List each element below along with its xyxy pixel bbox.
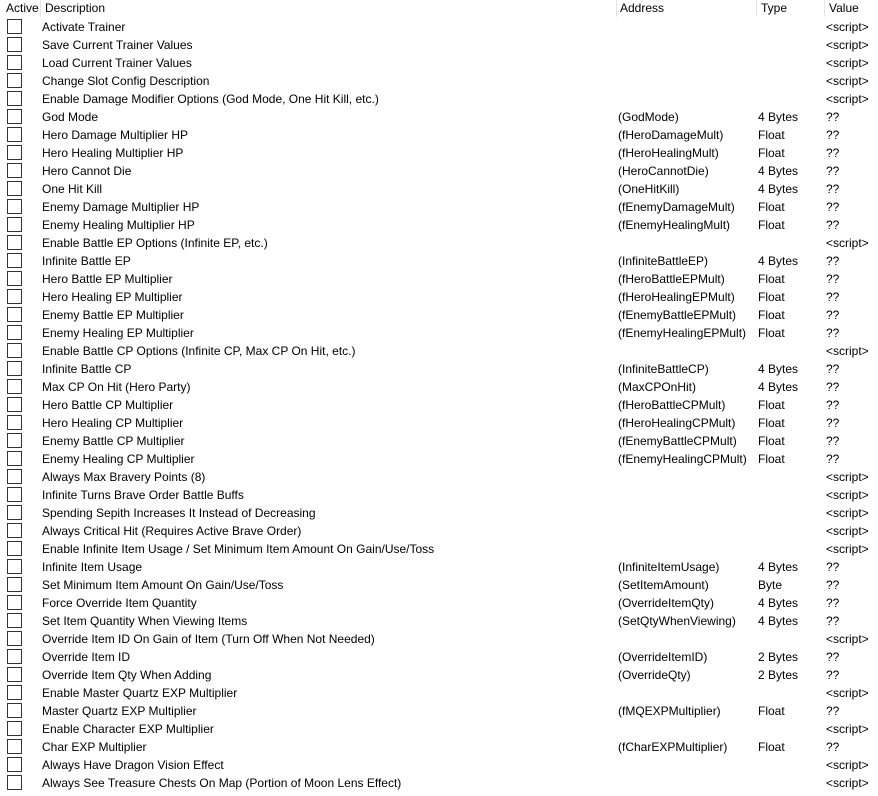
type-cell[interactable]: 4 Bytes [758, 560, 799, 574]
header-description[interactable]: Description [45, 1, 106, 15]
description-cell[interactable]: Infinite Item Usage [42, 560, 143, 574]
value-cell[interactable]: ?? [826, 362, 840, 376]
active-checkbox[interactable] [7, 469, 22, 484]
type-cell[interactable]: 4 Bytes [758, 380, 799, 394]
value-cell[interactable]: ?? [826, 254, 840, 268]
header-type[interactable]: Type [761, 1, 788, 15]
value-cell[interactable]: <script> [826, 776, 869, 790]
description-cell[interactable]: Enable Master Quartz EXP Multiplier [42, 686, 238, 700]
type-cell[interactable]: Float [758, 200, 785, 214]
table-row[interactable] [0, 126, 878, 144]
address-cell[interactable]: (MaxCPOnHit) [618, 380, 697, 394]
active-checkbox[interactable] [7, 541, 22, 556]
description-cell[interactable]: Override Item ID [42, 650, 131, 664]
type-cell[interactable] [758, 540, 824, 558]
table-row[interactable] [0, 612, 878, 630]
table-row[interactable] [0, 702, 878, 720]
description-cell[interactable]: Enemy Battle EP Multiplier [42, 308, 184, 322]
table-row[interactable] [0, 198, 878, 216]
active-checkbox[interactable] [7, 667, 22, 682]
table-row[interactable] [0, 72, 878, 90]
description-cell[interactable]: Infinite Battle EP [42, 254, 131, 268]
address-cell[interactable]: (fHeroHealingCPMult) [618, 416, 736, 430]
description-cell[interactable]: Hero Cannot Die [42, 164, 132, 178]
table-row[interactable] [0, 684, 878, 702]
active-checkbox[interactable] [7, 757, 22, 772]
value-cell[interactable]: ?? [826, 110, 840, 124]
header-address[interactable]: Address [620, 1, 665, 15]
active-checkbox[interactable] [7, 253, 22, 268]
active-checkbox[interactable] [7, 775, 22, 790]
active-checkbox[interactable] [7, 163, 22, 178]
active-checkbox[interactable] [7, 235, 22, 250]
table-row[interactable] [0, 774, 878, 792]
type-cell[interactable]: Float [758, 740, 785, 754]
type-cell[interactable] [758, 504, 824, 522]
active-checkbox[interactable] [7, 433, 22, 448]
address-cell[interactable] [618, 234, 756, 252]
type-cell[interactable]: Float [758, 290, 785, 304]
active-checkbox[interactable] [7, 145, 22, 160]
description-cell[interactable]: Always See Treasure Chests On Map (Portion of Moon Lens Effect) [42, 776, 402, 790]
value-cell[interactable]: <script> [826, 20, 869, 34]
address-cell[interactable] [618, 522, 756, 540]
address-cell[interactable]: (fCharEXPMultiplier) [618, 740, 728, 754]
active-checkbox[interactable] [7, 325, 22, 340]
active-checkbox[interactable] [7, 217, 22, 232]
value-cell[interactable]: ?? [826, 668, 840, 682]
description-cell[interactable]: Enable Damage Modifier Options (God Mode, One Hit Kill, etc.) [42, 92, 379, 106]
value-cell[interactable]: <script> [826, 470, 869, 484]
address-cell[interactable] [618, 36, 756, 54]
type-cell[interactable]: 4 Bytes [758, 164, 799, 178]
address-cell[interactable]: (fHeroBattleCPMult) [618, 398, 726, 412]
value-cell[interactable]: ?? [826, 146, 840, 160]
description-cell[interactable]: Always Have Dragon Vision Effect [42, 758, 224, 772]
type-cell[interactable] [758, 342, 824, 360]
active-checkbox[interactable] [7, 487, 22, 502]
table-row[interactable] [0, 342, 878, 360]
value-cell[interactable]: <script> [826, 686, 869, 700]
active-checkbox[interactable] [7, 343, 22, 358]
active-checkbox[interactable] [7, 127, 22, 142]
description-cell[interactable]: Master Quartz EXP Multiplier [42, 704, 197, 718]
address-cell[interactable]: (fEnemyDamageMult) [618, 200, 735, 214]
table-row[interactable] [0, 306, 878, 324]
active-checkbox[interactable] [7, 559, 22, 574]
active-checkbox[interactable] [7, 199, 22, 214]
table-row[interactable] [0, 756, 878, 774]
type-cell[interactable] [758, 36, 824, 54]
type-cell[interactable] [758, 684, 824, 702]
active-checkbox[interactable] [7, 37, 22, 52]
table-row[interactable] [0, 360, 878, 378]
description-cell[interactable]: Enable Battle EP Options (Infinite EP, etc.) [42, 236, 268, 250]
description-cell[interactable]: God Mode [42, 110, 99, 124]
description-cell[interactable]: Enemy Battle CP Multiplier [42, 434, 185, 448]
value-cell[interactable]: ?? [826, 308, 840, 322]
address-cell[interactable] [618, 72, 756, 90]
description-cell[interactable]: Hero Battle EP Multiplier [42, 272, 173, 286]
table-row[interactable] [0, 504, 878, 522]
table-row[interactable] [0, 234, 878, 252]
table-row[interactable] [0, 522, 878, 540]
address-cell[interactable] [618, 504, 756, 522]
address-cell[interactable]: (OneHitKill) [618, 182, 680, 196]
description-cell[interactable]: One Hit Kill [42, 182, 103, 196]
value-cell[interactable]: <script> [826, 236, 869, 250]
type-cell[interactable]: Float [758, 218, 785, 232]
address-cell[interactable]: (fEnemyHealingMult) [618, 218, 731, 232]
value-cell[interactable]: <script> [826, 524, 869, 538]
type-cell[interactable]: 4 Bytes [758, 254, 799, 268]
address-cell[interactable]: (HeroCannotDie) [618, 164, 709, 178]
value-cell[interactable]: <script> [826, 74, 869, 88]
active-checkbox[interactable] [7, 739, 22, 754]
table-row[interactable] [0, 738, 878, 756]
description-cell[interactable]: Spending Sepith Increases It Instead of Decreasing [42, 506, 316, 520]
type-cell[interactable]: 4 Bytes [758, 110, 799, 124]
description-cell[interactable]: Hero Healing CP Multiplier [42, 416, 184, 430]
description-cell[interactable]: Hero Healing Multiplier HP [42, 146, 184, 160]
value-cell[interactable]: <script> [826, 542, 869, 556]
address-cell[interactable]: (SetQtyWhenViewing) [618, 614, 736, 628]
type-cell[interactable]: 2 Bytes [758, 668, 799, 682]
active-checkbox[interactable] [7, 19, 22, 34]
table-row[interactable] [0, 666, 878, 684]
description-cell[interactable]: Set Item Quantity When Viewing Items [42, 614, 248, 628]
type-cell[interactable] [758, 486, 824, 504]
description-cell[interactable]: Always Critical Hit (Requires Active Brave Order) [42, 524, 302, 538]
value-cell[interactable]: ?? [826, 272, 840, 286]
address-cell[interactable]: (OverrideItemID) [618, 650, 708, 664]
description-cell[interactable]: Always Max Bravery Points (8) [42, 470, 206, 484]
table-row[interactable] [0, 630, 878, 648]
value-cell[interactable]: <script> [826, 758, 869, 772]
value-cell[interactable]: ?? [826, 200, 840, 214]
type-cell[interactable]: Float [758, 452, 785, 466]
address-cell[interactable]: (GodMode) [618, 110, 679, 124]
address-cell[interactable] [618, 756, 756, 774]
value-cell[interactable]: ?? [826, 452, 840, 466]
table-row[interactable] [0, 216, 878, 234]
active-checkbox[interactable] [7, 451, 22, 466]
description-cell[interactable]: Hero Damage Multiplier HP [42, 128, 189, 142]
description-cell[interactable]: Enable Battle CP Options (Infinite CP, Max CP On Hit, etc.) [42, 344, 356, 358]
active-checkbox[interactable] [7, 379, 22, 394]
description-cell[interactable]: Enemy Damage Multiplier HP [42, 200, 200, 214]
value-cell[interactable]: <script> [826, 344, 869, 358]
active-checkbox[interactable] [7, 595, 22, 610]
description-cell[interactable]: Force Override Item Quantity [42, 596, 197, 610]
address-cell[interactable] [618, 90, 756, 108]
active-checkbox[interactable] [7, 415, 22, 430]
table-row[interactable] [0, 378, 878, 396]
active-checkbox[interactable] [7, 361, 22, 376]
value-cell[interactable]: ?? [826, 398, 840, 412]
table-row[interactable] [0, 252, 878, 270]
active-checkbox[interactable] [7, 685, 22, 700]
description-cell[interactable]: Enable Infinite Item Usage / Set Minimum Item Amount On Gain/Use/Toss [42, 542, 435, 556]
value-cell[interactable]: ?? [826, 290, 840, 304]
active-checkbox[interactable] [7, 109, 22, 124]
value-cell[interactable]: <script> [826, 92, 869, 106]
header-value[interactable]: Value [829, 1, 859, 15]
description-cell[interactable]: Set Minimum Item Amount On Gain/Use/Toss [42, 578, 284, 592]
active-checkbox[interactable] [7, 73, 22, 88]
address-cell[interactable] [618, 540, 756, 558]
active-checkbox[interactable] [7, 289, 22, 304]
description-cell[interactable]: Override Item Qty When Adding [42, 668, 212, 682]
address-cell[interactable]: (OverrideQty) [618, 668, 691, 682]
value-cell[interactable]: ?? [826, 740, 840, 754]
value-cell[interactable]: ?? [826, 380, 840, 394]
type-cell[interactable]: Float [758, 416, 785, 430]
active-checkbox[interactable] [7, 721, 22, 736]
table-row[interactable] [0, 90, 878, 108]
address-cell[interactable]: (fHeroHealingEPMult) [618, 290, 735, 304]
value-cell[interactable]: <script> [826, 56, 869, 70]
table-row[interactable] [0, 648, 878, 666]
address-cell[interactable] [618, 720, 756, 738]
value-cell[interactable]: ?? [826, 182, 840, 196]
address-cell[interactable]: (fEnemyBattleEPMult) [618, 308, 737, 322]
description-cell[interactable]: Max CP On Hit (Hero Party) [42, 380, 191, 394]
address-cell[interactable]: (fHeroBattleEPMult) [618, 272, 725, 286]
active-checkbox[interactable] [7, 631, 22, 646]
active-checkbox[interactable] [7, 577, 22, 592]
type-cell[interactable]: Float [758, 146, 785, 160]
value-cell[interactable]: ?? [826, 560, 840, 574]
type-cell[interactable] [758, 756, 824, 774]
table-header [0, 0, 878, 18]
type-cell[interactable] [758, 18, 824, 36]
value-cell[interactable]: ?? [826, 578, 840, 592]
active-checkbox[interactable] [7, 703, 22, 718]
address-cell[interactable]: (InfiniteItemUsage) [618, 560, 720, 574]
type-cell[interactable] [758, 234, 824, 252]
address-cell[interactable]: (SetItemAmount) [618, 578, 709, 592]
type-cell[interactable] [758, 522, 824, 540]
table-row[interactable] [0, 18, 878, 36]
active-checkbox[interactable] [7, 55, 22, 70]
value-cell[interactable]: ?? [826, 650, 840, 664]
value-cell[interactable]: ?? [826, 416, 840, 430]
active-checkbox[interactable] [7, 181, 22, 196]
address-cell[interactable]: (InfiniteBattleCP) [618, 362, 709, 376]
active-checkbox[interactable] [7, 505, 22, 520]
table-row[interactable] [0, 720, 878, 738]
description-cell[interactable]: Enemy Healing Multiplier HP [42, 218, 195, 232]
type-cell[interactable]: 4 Bytes [758, 614, 799, 628]
type-cell[interactable]: 4 Bytes [758, 182, 799, 196]
address-cell[interactable] [618, 18, 756, 36]
type-cell[interactable]: Float [758, 128, 785, 142]
value-cell[interactable]: ?? [826, 596, 840, 610]
value-cell[interactable]: <script> [826, 38, 869, 52]
value-cell[interactable]: <script> [826, 488, 869, 502]
address-cell[interactable] [618, 486, 756, 504]
value-cell[interactable]: ?? [826, 614, 840, 628]
description-cell[interactable]: Hero Battle CP Multiplier [42, 398, 174, 412]
type-cell[interactable]: 2 Bytes [758, 650, 799, 664]
table-row[interactable] [0, 432, 878, 450]
header-active[interactable]: Active [6, 1, 39, 15]
description-cell[interactable]: Override Item ID On Gain of Item (Turn Off When Not Needed) [42, 632, 375, 646]
table-row[interactable] [0, 594, 878, 612]
table-row[interactable] [0, 576, 878, 594]
address-cell[interactable]: (fEnemyBattleCPMult) [618, 434, 737, 448]
table-row[interactable] [0, 396, 878, 414]
address-cell[interactable]: (fEnemyHealingCPMult) [618, 452, 747, 466]
type-cell[interactable] [758, 90, 824, 108]
address-cell[interactable] [618, 684, 756, 702]
active-checkbox[interactable] [7, 307, 22, 322]
type-cell[interactable] [758, 468, 824, 486]
address-cell[interactable]: (fEnemyHealingEPMult) [618, 326, 747, 340]
type-cell[interactable]: 4 Bytes [758, 596, 799, 610]
table-row[interactable] [0, 468, 878, 486]
active-checkbox[interactable] [7, 649, 22, 664]
type-cell[interactable]: Float [758, 308, 785, 322]
table-body [0, 18, 878, 792]
value-cell[interactable]: ?? [826, 434, 840, 448]
value-cell[interactable]: ?? [826, 128, 840, 142]
description-cell[interactable]: Enemy Healing CP Multiplier [42, 452, 195, 466]
table-row[interactable] [0, 450, 878, 468]
address-cell[interactable] [618, 54, 756, 72]
address-cell[interactable] [618, 342, 756, 360]
table-row[interactable] [0, 144, 878, 162]
address-cell[interactable] [618, 774, 756, 792]
type-cell[interactable] [758, 54, 824, 72]
address-cell[interactable]: (fMQEXPMultiplier) [618, 704, 721, 718]
address-cell[interactable]: (InfiniteBattleEP) [618, 254, 709, 268]
table-row[interactable] [0, 486, 878, 504]
table-row[interactable] [0, 558, 878, 576]
type-cell[interactable]: Float [758, 272, 785, 286]
table-row[interactable] [0, 36, 878, 54]
table-row[interactable] [0, 540, 878, 558]
description-cell[interactable]: Infinite Battle CP [42, 362, 132, 376]
address-cell[interactable]: (OverrideItemQty) [618, 596, 715, 610]
active-checkbox[interactable] [7, 91, 22, 106]
description-cell[interactable]: Hero Healing EP Multiplier [42, 290, 183, 304]
active-checkbox[interactable] [7, 523, 22, 538]
description-cell[interactable]: Char EXP Multiplier [42, 740, 147, 754]
description-cell[interactable]: Change Slot Config Description [42, 74, 210, 88]
table-row[interactable] [0, 270, 878, 288]
value-cell[interactable]: ?? [826, 326, 840, 340]
type-cell[interactable]: Byte [758, 578, 783, 592]
table-row[interactable] [0, 162, 878, 180]
active-checkbox[interactable] [7, 271, 22, 286]
active-checkbox[interactable] [7, 613, 22, 628]
address-cell[interactable] [618, 630, 756, 648]
value-cell[interactable]: <script> [826, 506, 869, 520]
table-row[interactable] [0, 414, 878, 432]
address-cell[interactable]: (fHeroHealingMult) [618, 146, 719, 160]
description-cell[interactable]: Enemy Healing EP Multiplier [42, 326, 194, 340]
table-row[interactable] [0, 180, 878, 198]
value-cell[interactable]: ?? [826, 218, 840, 232]
value-cell[interactable]: ?? [826, 704, 840, 718]
address-cell[interactable]: (fHeroDamageMult) [618, 128, 724, 142]
table-row[interactable] [0, 108, 878, 126]
description-cell[interactable]: Enable Character EXP Multiplier [42, 722, 214, 736]
description-cell[interactable]: Activate Trainer [42, 20, 126, 34]
type-cell[interactable]: 4 Bytes [758, 362, 799, 376]
address-cell[interactable] [618, 468, 756, 486]
active-checkbox[interactable] [7, 397, 22, 412]
type-cell[interactable]: Float [758, 434, 785, 448]
type-cell[interactable] [758, 774, 824, 792]
description-cell[interactable]: Load Current Trainer Values [42, 56, 192, 70]
description-cell[interactable]: Save Current Trainer Values [42, 38, 193, 52]
type-cell[interactable]: Float [758, 398, 785, 412]
type-cell[interactable]: Float [758, 704, 785, 718]
description-cell[interactable]: Infinite Turns Brave Order Battle Buffs [42, 488, 244, 502]
table-row[interactable] [0, 54, 878, 72]
value-cell[interactable]: <script> [826, 722, 869, 736]
type-cell[interactable] [758, 630, 824, 648]
table-row[interactable] [0, 288, 878, 306]
type-cell[interactable]: Float [758, 326, 785, 340]
type-cell[interactable] [758, 720, 824, 738]
value-cell[interactable]: ?? [826, 164, 840, 178]
table-row[interactable] [0, 324, 878, 342]
type-cell[interactable] [758, 72, 824, 90]
value-cell[interactable]: <script> [826, 632, 869, 646]
